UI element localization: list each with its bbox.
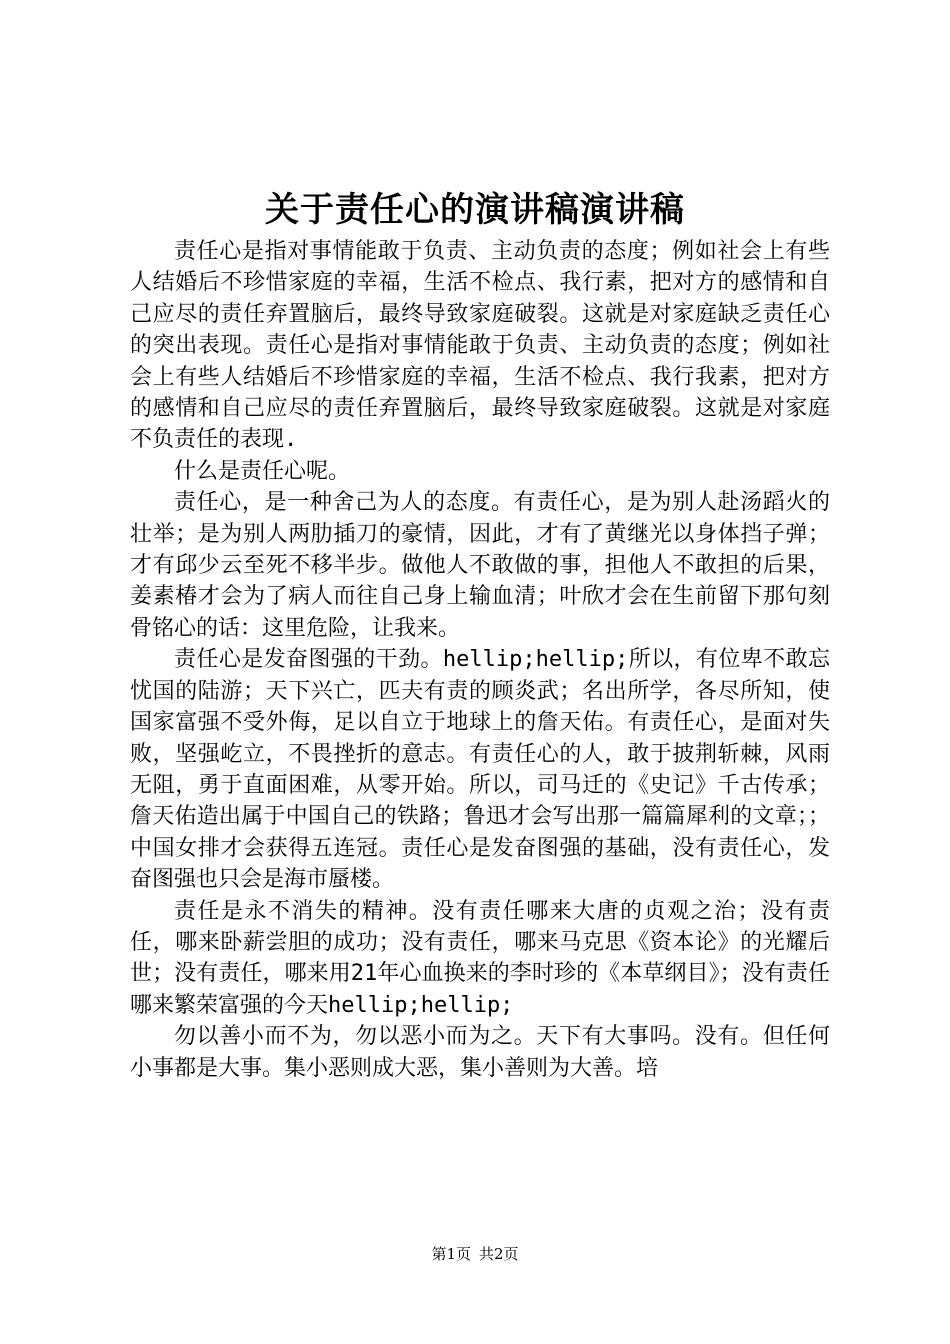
paragraph: 责任心，是一种舍己为人的态度。有责任心，是为别人赴汤蹈火的壮举；是为别人两肋插刀的豪情，因此，才有了黄继光以身体挡子弹；才有邱少云至死不移半步。做他人不敢做的事，担他人不敢担的后果，姜素椿才会为了病人而往自己身上输血清；叶欣才会在生前留下那句刻骨铭心的话：这里危险，让我来。 — [130, 490, 830, 641]
paragraph: 勿以善小而不为，勿以恶小而为之。天下有大事吗。没有。但任何小事都是大事。集小恶则成大恶，集小善则为大善。培 — [130, 1024, 830, 1081]
page-total: 共2页 — [479, 1245, 519, 1263]
page-number: 第1页 — [431, 1245, 471, 1263]
document-title: 关于责任心的演讲稿演讲稿 — [265, 190, 685, 230]
paragraph: 责任心是发奋图强的干劲。hellip;hellip;所以，有位卑不敢忘忧国的陆游；天下兴亡，匹夫有责的顾炎武；名出所学，各尽所知，使国家富强不受外侮，足以自立于地球上的詹天佑。有责任心，是面对失败，坚强屹立，不畏挫折的意志。有责任心的人，敢于披荆斩棘，风雨无阻，勇于直面困难，从零开始。所以，司马迁的《史记》千古传承；詹天佑造出属于中国自己的铁路；鲁迅才会写出那一篇篇犀利的文章；；中国女排才会获得五连冠。责任心是发奋图强的基础，没有责任心，发奋图强也只会是海市蜃楼。 — [130, 647, 830, 893]
paragraph: 什么是责任心呢。 — [174, 458, 351, 484]
paragraph: 责任心是指对事情能敢于负责、主动负责的态度；例如社会上有些人结婚后不珍惜家庭的幸福，生活不检点、我行素，把对方的感情和自己应尽的责任弃置脑后，最终导致家庭破裂。这就是对家庭缺乏责任心的突出表现。责任心是指对事情能敢于负责、主动负责的态度；例如社会上有些人结婚后不珍惜家庭的幸福，生活不检点、我行我素，把对方的感情和自己应尽的责任弃置脑后，最终导致家庭破裂。这就是对家庭不负责任的表现. — [130, 239, 830, 453]
paragraph: 责任是永不消失的精神。没有责任哪来大唐的贞观之治；没有责任，哪来卧薪尝胆的成功；没有责任，哪来马克思《资本论》的光耀后世；没有责任，哪来用21年心血换来的李时珍的《本草纲目》；没有责任哪来繁荣富强的今天hellip;hellip; — [130, 898, 830, 1018]
document-body — [130, 236, 830, 1084]
page-footer — [0, 1244, 950, 1264]
